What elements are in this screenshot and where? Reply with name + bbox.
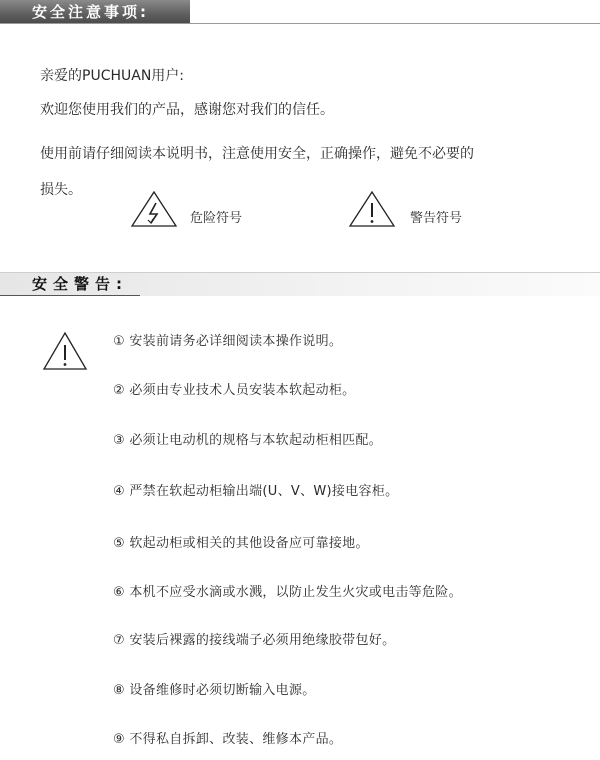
notice-header-rule [0, 23, 600, 24]
warning-item: ⑧ 设备维修时必须切断输入电源。 [113, 683, 316, 698]
notice-title: 安全注意事项: [0, 0, 190, 24]
instruction-line-1: 使用前请仔细阅读本说明书，注意使用安全，正确操作，避免不必要的 [40, 146, 474, 162]
warning-item: ⑤ 软起动柜或相关的其他设备应可靠接地。 [113, 536, 369, 551]
warnings-title: 安全警告: [0, 272, 600, 296]
warning-item: ⑦ 安装后裸露的接线端子必须用绝缘胶带包好。 [113, 633, 396, 648]
danger-symbol-label: 危险符号 [190, 211, 243, 226]
warnings-header-rule [0, 295, 140, 296]
warning-item: ③ 必须让电动机的规格与本软起动柜相匹配。 [113, 433, 383, 448]
warning-item: ④ 严禁在软起动柜输出端(U、V、W)接电容柜。 [113, 484, 399, 499]
warnings-header-top-rule [0, 272, 600, 273]
exclamation-warning-icon [348, 190, 396, 228]
warnings-header [0, 272, 600, 296]
warning-item: ② 必须由专业技术人员安装本软起动柜。 [113, 383, 356, 398]
instruction-line-2: 损失。 [40, 182, 82, 198]
welcome-text: 欢迎您使用我们的产品，感谢您对我们的信任。 [40, 102, 334, 118]
warning-symbol-label: 警告符号 [410, 211, 463, 226]
notice-header [0, 0, 600, 24]
warning-item: ⑥ 本机不应受水滴或水溅，以防止发生火灾或电击等危险。 [113, 585, 462, 600]
warning-item: ⑨ 不得私自拆卸、改装、维修本产品。 [113, 732, 343, 747]
lightning-warning-icon [130, 190, 178, 228]
warning-item: ① 安装前请务必详细阅读本操作说明。 [113, 334, 343, 349]
greeting: 亲爱的PUCHUAN用户: [40, 68, 185, 84]
exclamation-warning-icon [42, 331, 88, 371]
